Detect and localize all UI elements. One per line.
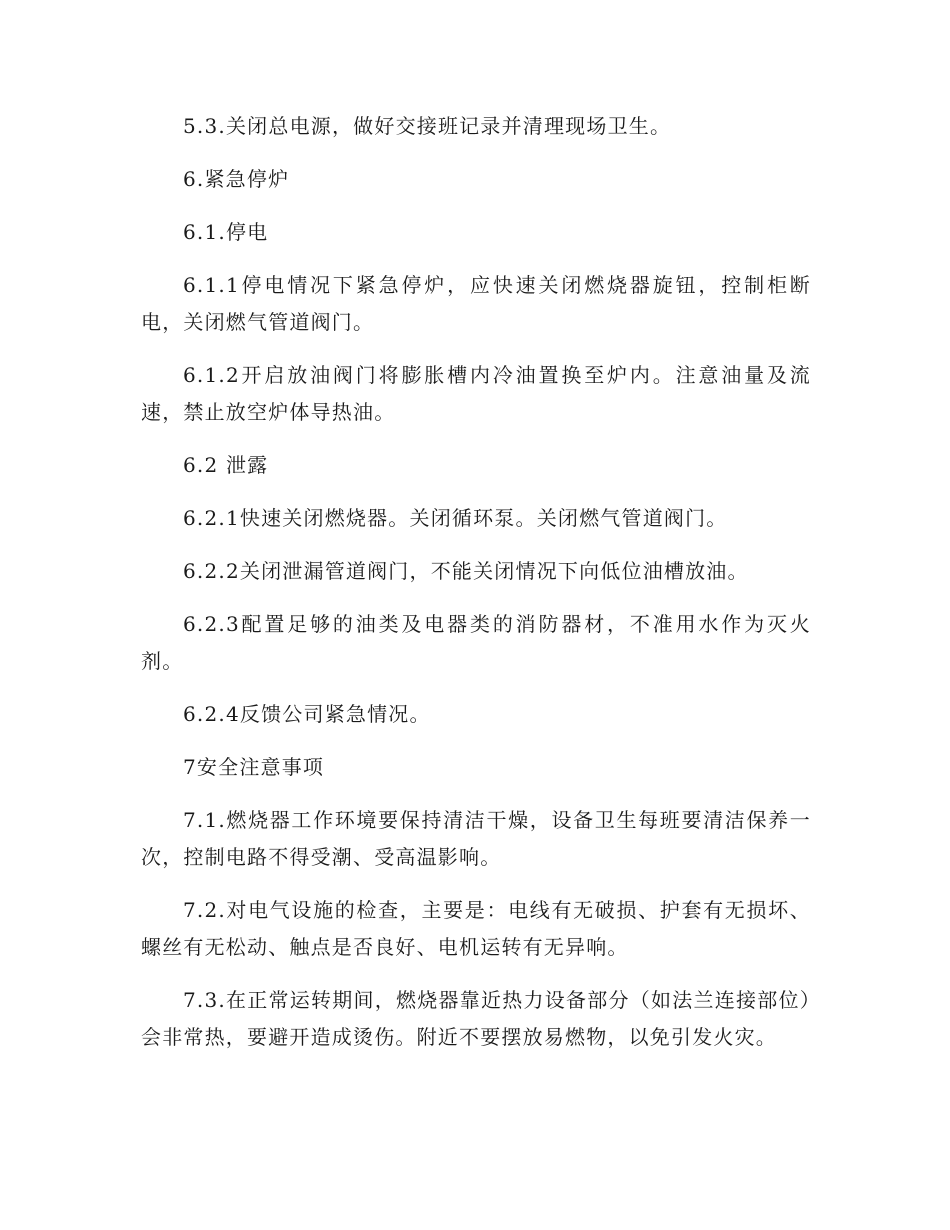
document-body <box>141 108 811 1072</box>
paragraph-6-2-3: 6.2.3配置足够的油类及电器类的消防器材，不准用水作为灭火剂。 <box>141 612 811 673</box>
heading-6-2: 6.2 泄露 <box>183 453 269 477</box>
paragraph-6-2-2: 6.2.2关闭泄漏管道阀门，不能关闭情况下向低位油槽放油。 <box>183 559 749 583</box>
paragraph-7-1: 7.1.燃烧器工作环境要保持清洁干燥，设备卫生每班要清洁保养一次，控制电路不得受潮、受高温影响。 <box>141 808 811 869</box>
paragraph-5-3: 5.3.关闭总电源，做好交接班记录并清理现场卫生。 <box>183 114 672 138</box>
paragraph-6-2-4: 6.2.4反馈公司紧急情况。 <box>183 702 431 726</box>
paragraph-6-2-1: 6.2.1快速关闭燃烧器。关闭循环泵。关闭燃气管道阀门。 <box>183 506 728 530</box>
paragraph-7-2: 7.2.对电气设施的检查，主要是：电线有无破损、护套有无损坏、螺丝有无松动、触点是否良好、电机运转有无异响。 <box>141 898 811 959</box>
paragraph-6-1-1: 6.1.1停电情况下紧急停炉，应快速关闭燃烧器旋钮，控制柜断电，关闭燃气管道阀门。 <box>141 273 811 334</box>
paragraph-6-1-2: 6.1.2开启放油阀门将膨胀槽内冷油置换至炉内。注意油量及流速，禁止放空炉体导热油。 <box>141 363 811 424</box>
paragraph-7-3: 7.3.在正常运转期间，燃烧器靠近热力设备部分（如法兰连接部位）会非常热，要避开造成烫伤。附近不要摆放易燃物，以免引发火灾。 <box>141 988 811 1049</box>
heading-6: 6.紧急停炉 <box>183 167 290 191</box>
heading-6-1: 6.1.停电 <box>183 220 269 244</box>
heading-7: 7安全注意事项 <box>183 755 325 779</box>
